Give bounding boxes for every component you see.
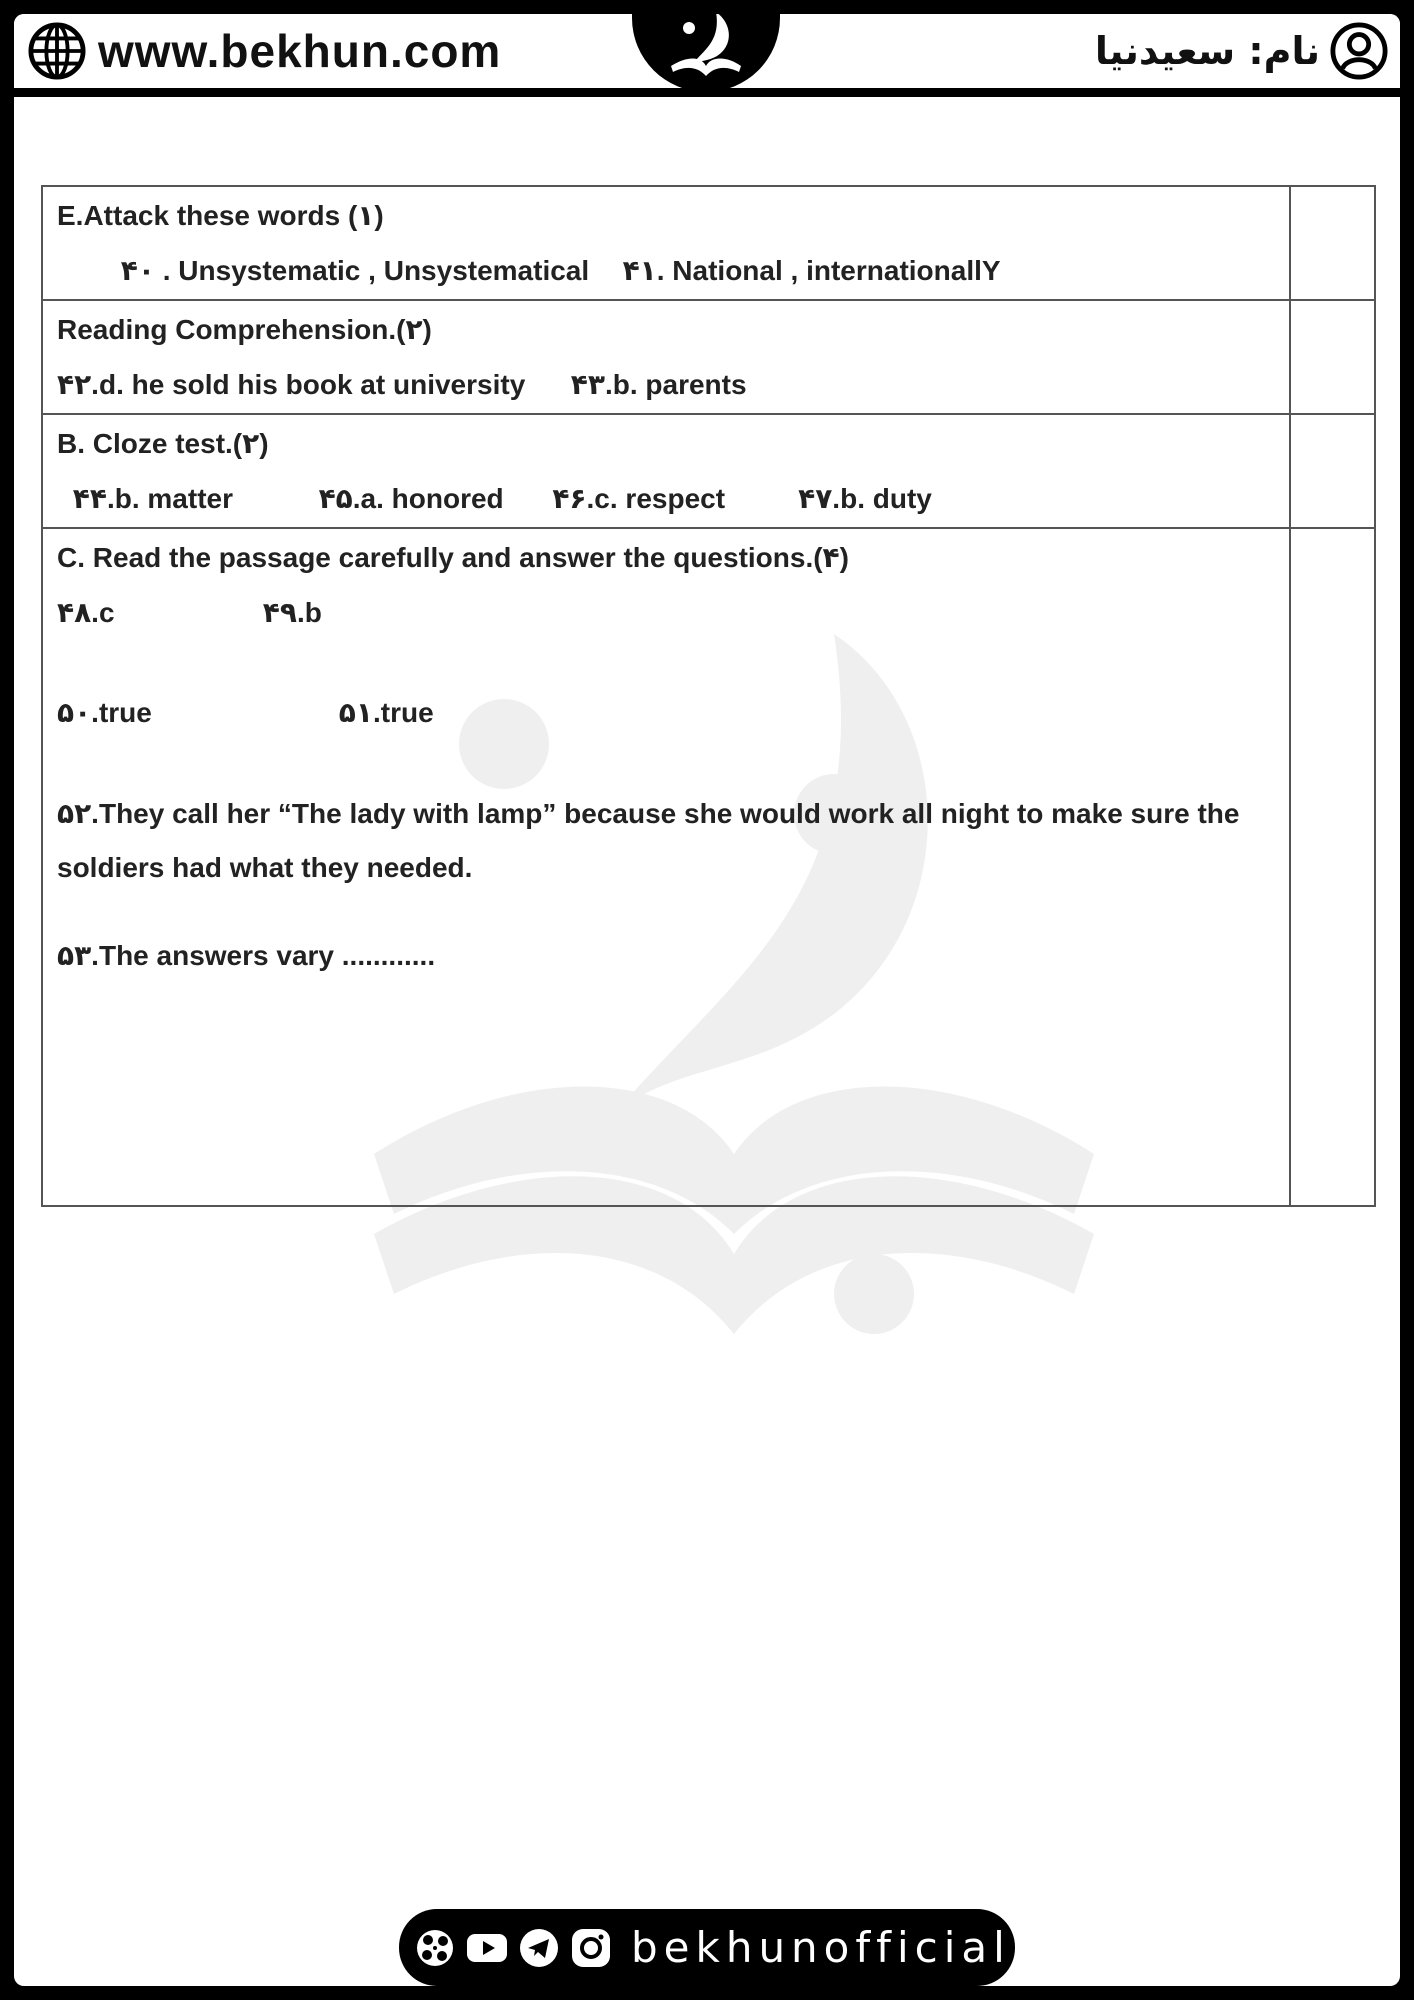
brand-logo (632, 14, 780, 92)
section-reading-comprehension (43, 301, 1374, 415)
section-reading-passage (43, 529, 1374, 1205)
answer-49: ۴۹.b (262, 597, 322, 628)
section-word-attack (43, 187, 1374, 301)
section-title: Reading Comprehension.(۲) (57, 314, 432, 345)
section-title: E.Attack these words (۱) (57, 200, 384, 231)
youtube-icon[interactable] (465, 1926, 509, 1970)
page (14, 14, 1400, 1986)
header-bar (14, 14, 1400, 97)
answer-line (57, 243, 1275, 299)
answer-key-table (41, 185, 1376, 1207)
answer-50: ۵۰.true (57, 697, 152, 728)
answer-45: ۴۵.a. honored (318, 483, 504, 514)
answer-52: ۵۲.They call her “The lady with lamp” because she would work all night to make sure the soldiers had what they needed. (57, 798, 1240, 883)
site-url: www.bekhun.com (98, 25, 502, 77)
answer-line (57, 357, 1275, 413)
social-handle[interactable]: bekhunofficial (631, 1923, 1011, 1972)
answer-47: ۴۷.b. duty (798, 483, 932, 514)
site-link[interactable] (28, 20, 501, 82)
student-info (1095, 20, 1388, 82)
instagram-icon[interactable] (569, 1926, 613, 1970)
globe-icon (28, 22, 86, 80)
answer-42: ۴۲.d. he sold his book at university (57, 369, 526, 400)
answer-46: ۴۶.c. respect (552, 483, 726, 514)
user-icon (1330, 22, 1388, 80)
answer-41: ۴۱. National , internationallY (622, 255, 1001, 286)
answer-53: ۵۳.The answers vary ............ (57, 940, 436, 971)
section-title: C. Read the passage carefully and answer the questions.(۴) (57, 542, 849, 573)
aparat-icon[interactable] (413, 1926, 457, 1970)
bekhun-logo-icon (661, 14, 751, 86)
answer-line (57, 471, 1275, 527)
answer-40: ۴۰ . Unsystematic , Unsystematical (120, 255, 590, 286)
student-name: نام: سعیدنیا (1094, 29, 1320, 73)
answer-line (57, 685, 1275, 741)
social-footer (399, 1909, 1015, 1986)
answer-44: ۴۴.b. matter (72, 483, 233, 514)
answer-51: ۵۱.true (338, 697, 434, 728)
section-title: B. Cloze test.(۲) (57, 428, 269, 459)
answer-48: ۴۸.c (57, 597, 115, 628)
telegram-icon[interactable] (517, 1926, 561, 1970)
section-cloze-test (43, 415, 1374, 529)
answer-43: ۴۳.b. parents (570, 369, 747, 400)
answer-line (57, 585, 1275, 641)
